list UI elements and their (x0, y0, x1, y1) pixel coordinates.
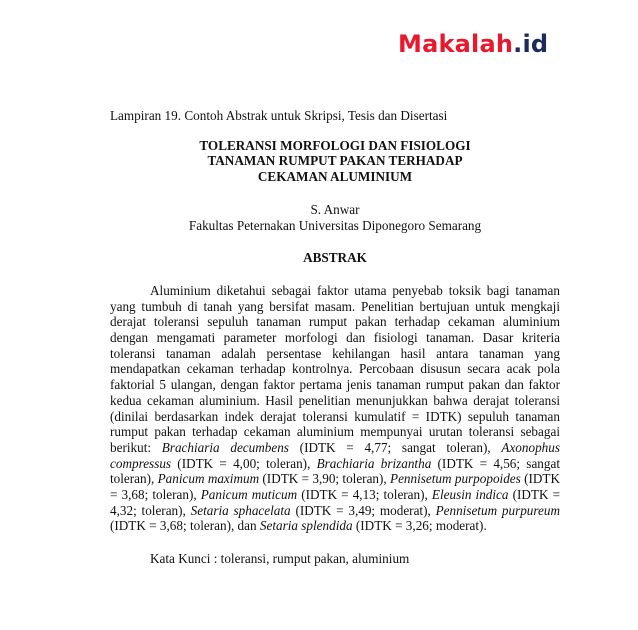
species-name: Setaria splendida (259, 518, 353, 534)
abstract-text: (IDTK = 3,68; toleran), (110, 471, 560, 503)
author-affiliation: Fakultas Peternakan Universitas Diponegoro Semarang (188, 217, 482, 233)
title-line: CEKAMAN ALUMINIUM (257, 169, 413, 185)
abstract-text: (IDTK = 3,90; toleran), (259, 471, 391, 487)
document-page (110, 108, 560, 567)
abstract-heading: ABSTRAK (303, 250, 367, 266)
appendix-label: Lampiran 19. Contoh Abstrak untuk Skripsi, Tesis dan Disertasi (110, 108, 448, 123)
species-name: Eleusin indica (431, 487, 509, 503)
species-name: Panicum muticum (200, 487, 298, 503)
watermark-suffix: .id (513, 30, 549, 58)
species-name: Setaria sphacelata (190, 502, 291, 518)
keywords-line: Kata Kunci : toleransi, rumput pakan, aluminium (150, 551, 410, 567)
watermark-brand: Makalah (398, 30, 514, 58)
abstract-text: (IDTK = 4,13; toleran), (297, 487, 432, 503)
abstract-text: Aluminium diketahui sebagai faktor utama penyebab toksik bagi tanaman yang tumbuh di tanah yang bersifat masam. Penelitian bertujuan untuk mengkaji derajat toleransi sepuluh tanaman rumput pakan terhadap cekaman aluminium dengan mengamati parameter morfologi dan fisiologi tanaman. Dasar kriteria toleransi tanaman adalah persentase kehilangan hasil antara tanaman yang mendapatkan cekaman terhadap kontrolnya. Percobaan disusun secara acak pola faktorial 5 ulangan, dengan faktor pertama jenis tanaman rumput pakan dan faktor kedua cekaman aluminium. Hasil penelitian menunjukkan bahwa derajat toleransi (dinilai berdasarkan indek derajat toleransi kumulatif = IDTK) sepuluh tanaman rumput pakan terhadap cekaman aluminium mempunyai urutan toleransi sebagai berikut: (110, 282, 560, 455)
author-name: S. Anwar (310, 201, 360, 217)
watermark-logo (398, 30, 548, 58)
species-name: Pennisetum purpureum (435, 502, 560, 518)
abstract-text: (IDTK = 4,32; toleran), (110, 487, 561, 518)
author-block (110, 202, 560, 233)
species-name: Brachiaria brizantha (316, 455, 432, 471)
abstract-text: (IDTK = 3,26; moderat). (352, 518, 487, 534)
title-line: TANAMAN RUMPUT PAKAN TERHADAP (207, 153, 463, 169)
species-name: Brachiaria decumbens (161, 439, 289, 455)
abstract-text: (IDTK = 4,00; toleran), (171, 455, 317, 471)
title-line: TOLERANSI MORFOLOGI DAN FISIOLOGI (199, 137, 471, 153)
abstract-text: (IDTK = 4,56; sangat toleran), (110, 455, 560, 487)
species-name: Panicum maximum (157, 471, 260, 487)
abstract-text: (IDTK = 3,68; toleran), dan (110, 518, 260, 534)
abstract-text: (IDTK = 4,77; sangat toleran), (288, 439, 502, 455)
abstract-body (110, 283, 560, 534)
species-name: Pennisetum purpopoides (390, 471, 521, 487)
abstract-text: (IDTK = 3,49; moderat), (290, 502, 436, 518)
document-title (110, 138, 560, 185)
species-name: Axonophus compressus (110, 439, 560, 471)
